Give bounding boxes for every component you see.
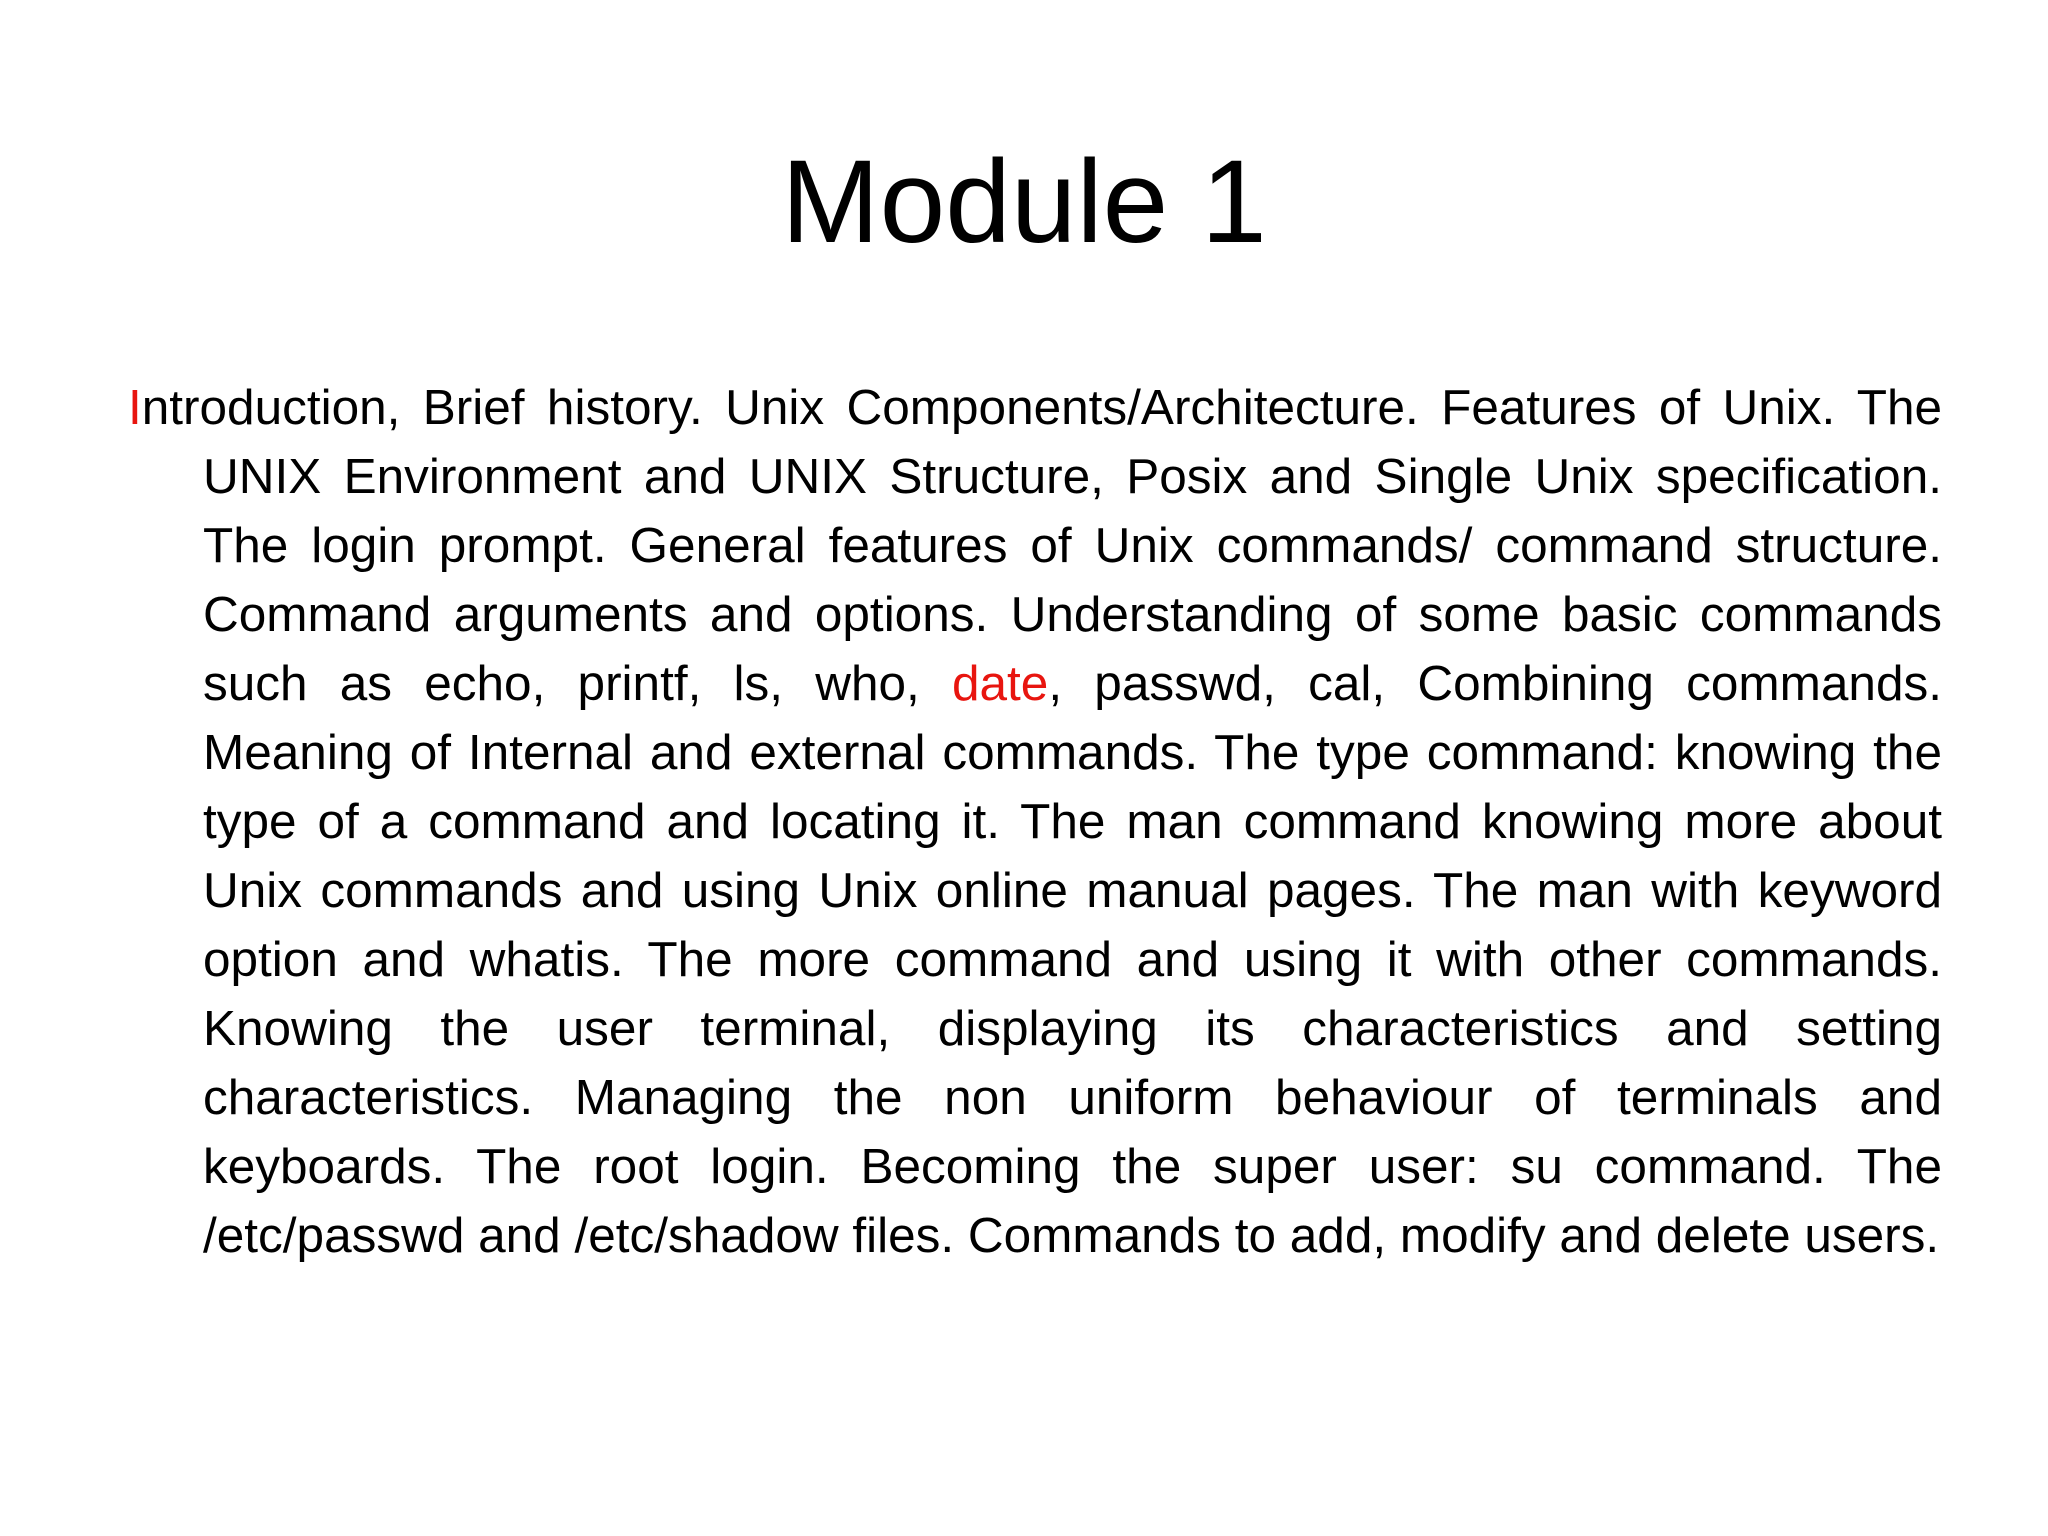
highlighted-command-date: date <box>952 656 1049 711</box>
first-letter-highlight: I <box>128 380 142 435</box>
module-description <box>128 373 1942 1270</box>
description-text-part2: , passwd, cal, Combining commands. Meaning of Internal and external commands. The type command: knowing the type of a command and locating it. The man command knowing more about Unix commands and using Unix online manual pages. The man with keyword option and whatis. The more command and using it with other commands. Knowing the user terminal, displaying its characteristics and setting characteristics. Managing the non uniform behaviour of terminals and keyboards. The root login. Becoming the super user: su command. The /etc/passwd and /etc/shadow files. Commands to add, modify and delete users. <box>203 656 1942 1263</box>
description-text-part1: ntroduction, Brief history. Unix Components/Architecture. Features of Unix. The UNIX Environment and UNIX Structure, Posix and Single Unix specification. The login prompt. General features of Unix commands/ command structure. Command arguments and options. Understanding of some basic commands such as echo, printf, ls, who, <box>141 380 1942 711</box>
slide-title: Module 1 <box>781 136 1267 268</box>
